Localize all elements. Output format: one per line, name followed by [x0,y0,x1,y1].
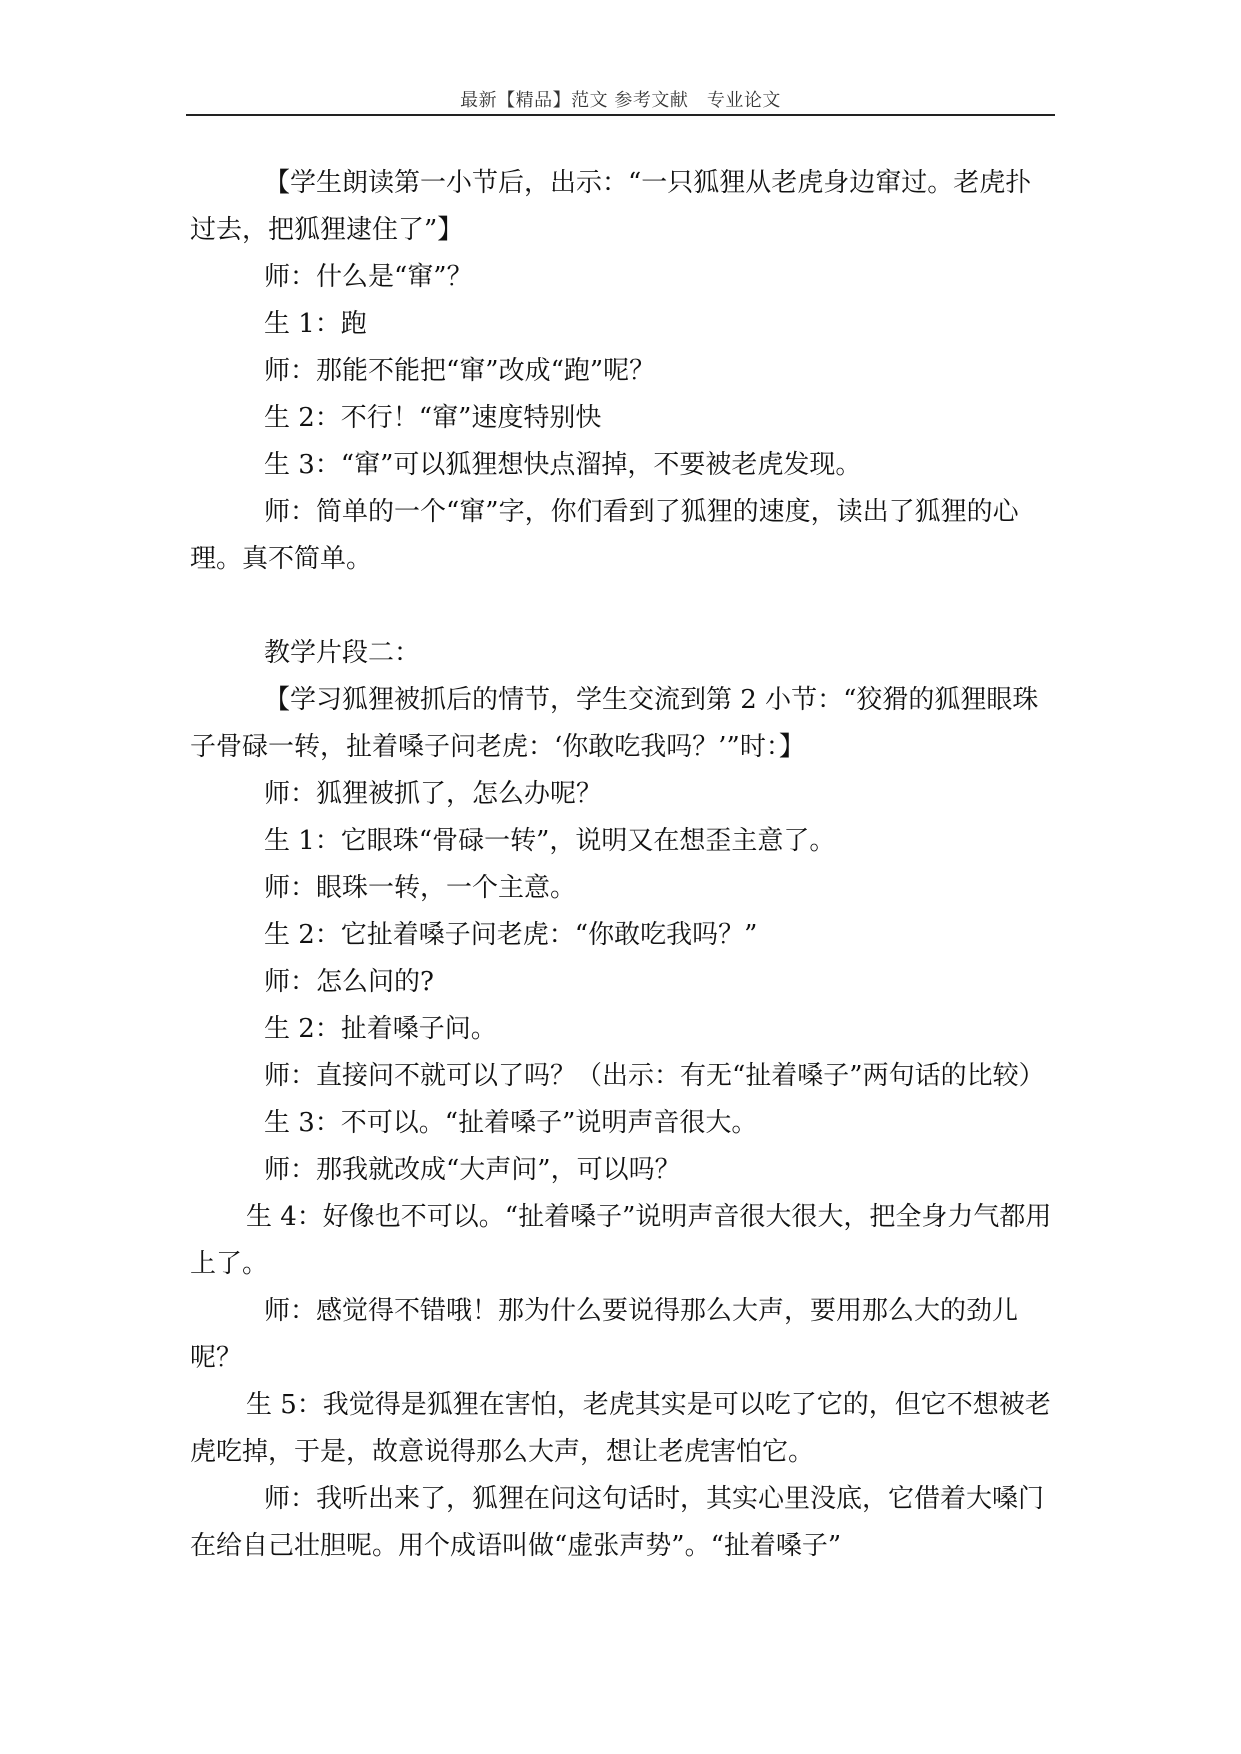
paragraph: 生 2：扯着嗓子问。 [264,1014,497,1044]
paragraph: 师：那我就改成“大声问”，可以吗？ [264,1155,681,1185]
header-divider [186,114,1055,116]
paragraph: 师：那能不能把“窜”改成“跑”呢？ [264,356,656,386]
paragraph: 师：什么是“窜”？ [264,262,473,292]
paragraph: 生 1：跑 [264,309,367,339]
document-body [190,160,1052,1570]
paragraph: 师：我听出来了，狐狸在问这句话时，其实心里没底，它借着大嗓门在给自己壮胆呢。用个成语叫做“虚张声势”。“扯着嗓子” [190,1484,1045,1561]
page-header: 最新【精品】范文 参考文献 专业论文 [460,90,781,111]
paragraph: 师：直接问不就可以了吗？（出示：有无“扯着嗓子”两句话的比较） [264,1061,1045,1091]
paragraph: 师：狐狸被抓了，怎么办呢？ [264,779,603,809]
paragraph: 生 3：不可以。“扯着嗓子”说明声音很大。 [264,1108,758,1138]
paragraph: 生 3：“窜”可以狐狸想快点溜掉，不要被老虎发现。 [264,450,862,480]
paragraph: 生 5：我觉得是狐狸在害怕，老虎其实是可以吃了它的，但它不想被老虎吃掉，于是，故意说得那么大声，想让老虎害怕它。 [190,1390,1051,1467]
paragraph: 师：怎么问的? [264,967,434,997]
paragraph: 【学生朗读第一小节后，出示：“一只狐狸从老虎身边窜过。老虎扑过去，把狐狸逮住了”】 [190,168,1032,245]
paragraph: 师：感觉得不错哦！那为什么要说得那么大声，要用那么大的劲儿呢？ [190,1296,1019,1373]
paragraph-spacer [190,583,1052,630]
paragraph: 生 1：它眼珠“骨碌一转”，说明又在想歪主意了。 [264,826,836,856]
paragraph: 【学习狐狸被抓后的情节，学生交流到第 2 小节：“狡猾的狐狸眼珠子骨碌一转，扯着嗓子问老虎：‘你敢吃我吗？’”时：】 [190,685,1039,762]
paragraph: 师：简单的一个“窜”字，你们看到了狐狸的速度，读出了狐狸的心理。真不简单。 [190,497,1019,574]
paragraph: 师：眼珠一转，一个主意。 [264,873,577,903]
paragraph: 生 2：它扯着嗓子问老虎：“你敢吃我吗？” [264,920,758,950]
paragraph: 生 2：不行！“窜”速度特别快 [264,403,602,433]
section-heading: 教学片段二： [264,638,421,668]
paragraph: 生 4：好像也不可以。“扯着嗓子”说明声音很大很大，把全身力气都用上了。 [190,1202,1052,1279]
